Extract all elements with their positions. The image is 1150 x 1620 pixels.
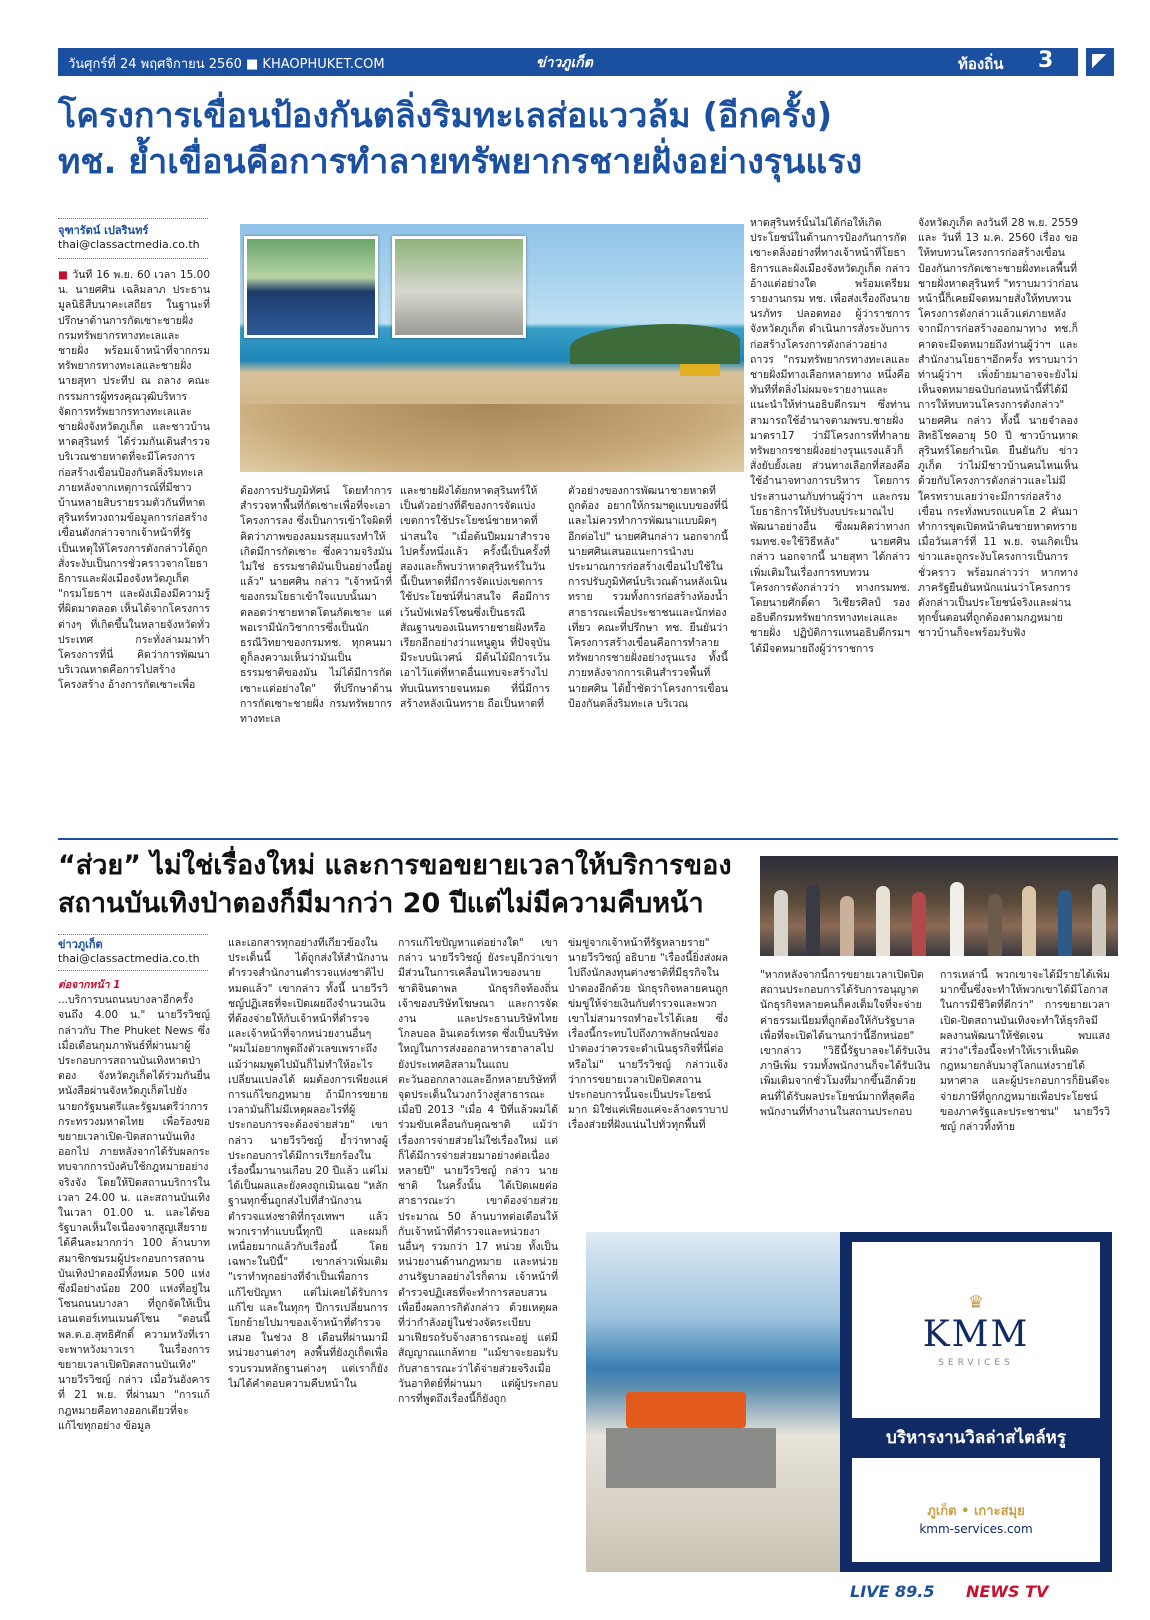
figure — [988, 894, 1002, 956]
story1-text-4: ตัวอย่างของการพัฒนาชายหาดที่ถูกต้อง อยากให้กรมฯดูแบบของที่นี่และไม่ควรทำการพัฒนาแบบผิดๆ อีกต่อไป" นายศศินกล่าว นอกจากนี้ นายศศินเสนอแนะการนำงบประมาณการก่อสร้างเขื่อนไปใช้ในการปรับภูมิทัศน์บริเวณด้านหลังเนินทราย รวมทั้งการก่อสร้างห้องน้ำสาธารณะเพื่อประชาชนและนักท่องเที่ยว คณะที่ปรึกษา ทช. ยืนยันว่าโครงการสร้างเขื่อนคือการทำลายทรัพยากรชายฝั่งอย่างรุนแรง ทั้งนี้ภายหลังจากการเดินสำรวจพื้นที่ นายศศิน ได้ย้ำชัดว่าโครงการเขื่อนป้องกันตลิ่งริมทะเล บริเวณ — [568, 485, 728, 710]
story1-column-6 — [918, 216, 1078, 830]
story1-text-6: จังหวัดภูเก็ต ลงวันที่ 28 พ.ย. 2559 และ วันที่ 13 ม.ค. 2560 เรื่อง ขอให้ทบทวนโครงการก่อสร้างเขื่อนป้องกันการกัดเซาะชายฝั่งทะเลพื้นที่ชายฝั่งหาดสุรินทร์ "ทราบมาว่าก่อนหน้านี้ก็เคยมีจดหมายสั่งให้ทบทวนโครงการดังกล่าวแล้วแต่ภายหลังจากมีการก่อสร้างออกมาทาง ทช.ก็คาดจะมีจดหมายถึงท่านผู้ว่าฯ และสำนักงานโยธาฯอีกครั้ง ทราบมาว่าท่านผู้ว่าฯ เพิ่งย้ายมาอาจจะยังไม่เห็นจดหมายฉบับก่อนหน้านี้ที่ได้มีการให้ทบทวนโครงการดังกล่าว" นายศศิน กล่าว ทั้งนี้ นายจำลอง สิทธิโชคอายุ 50 ปี ชาวบ้านหาดสุรินทร์โดยกำเนิด ยืนยันกับ ข่าวภูเก็ต ว่าไม่มีชาวบ้านคนไหนเห็นด้วยกับโครงการดังกล่าวและไม่มีใครทราบเลยว่าจะมีการก่อสร้างเขื่อน กระทั่งพบรถแบคโฮ 2 คันมาทำการขุดเปิดหน้าดินชายหาดทรายเมื่อวันเสาร์ที่ 11 พ.ย. จนเกิดเป็นข่าวและถูกระงับโครงการเป็นการชั่วคราว พร้อมกล่าวว่า หากทางภาครัฐยืนยันหนักแน่นว่าโครงการดังกล่าวเป็นประโยชน์จริงและผ่านทุกขั้นตอนที่ถูกต้องตามกฎหมายชาวบ้านก็จะพร้อมรับฟัง — [918, 217, 1078, 640]
figure — [774, 890, 788, 956]
story2-headline-line1: “ส่วย” ไม่ใช่เรื่องใหม่ และการขอขยายเวลาให้บริการของ — [58, 850, 732, 881]
ad-lounge-chair — [606, 1428, 776, 1488]
story1-text-3: และชายฝั่งได้ยกหาดสุรินทร์ให้เป็นตัวอย่างที่ดีของการจัดแบ่งเขตการใช้ประโยชน์ชายหาดที่น่าสนใจ "เมื่อต้นปีผมมาสำรวจไปครั้งหนึ่งแล้ว ครั้งนี้เป็นครั้งที่สองและก็พบว่าหาดสุรินทร์ในวันนี้เป็นหาดที่มีการจัดแบ่งเขตการใช้ประโยชน์ที่น่าสนใจ คือมีการเว้นบัฟเฟอร์โซนซึ่งเป็นธรณีสัณฐานของเนินทรายชายฝั่งหรือเรียกอีกอย่างว่าแหนูดูน ที่ปัจจุบันมีระบบนิเวศน์ มีต้นไม้มีการเว้นเอาไว้แต่ที่หาดอื่นแทบจะสร้างไปทับเนินทรายจนหมด ที่นี่มีการสร้างหลังเนินทราย ถือเป็นหาดที่ — [400, 485, 550, 710]
story1-column-4 — [568, 484, 728, 830]
story1-headline-line2: ทช. ย้ำเขื่อนคือการทำลายทรัพยากรชายฝั่งอย่างรุนแรง — [58, 142, 863, 182]
story2-byline — [58, 938, 218, 966]
bullet-icon: ■ — [58, 269, 73, 281]
story1-email[interactable]: thai@classactmedia.co.th — [58, 238, 200, 251]
ad-tagline: บริหารงานวิลล่าสไตล์หรู — [852, 1418, 1100, 1458]
story1-column-2 — [240, 484, 392, 830]
story2-column-6 — [940, 968, 1110, 1226]
figure — [1058, 890, 1072, 956]
story2-column-5 — [760, 968, 930, 1226]
figure — [912, 892, 926, 956]
kmm-advertisement[interactable] — [586, 1232, 1112, 1572]
figure — [1092, 884, 1106, 956]
ad-url[interactable]: kmm-services.com — [919, 1522, 1033, 1536]
page-header — [58, 48, 1078, 76]
ad-locations: ภูเก็ต • เกาะสมุย — [927, 1504, 1025, 1519]
page-number: 3 — [1038, 48, 1054, 73]
divider — [58, 970, 208, 971]
story1-headline-line1: โครงการเขื่อนป้องกันตลิ่งริมทะเลส่อแววล้ม (อีกครั้ง) — [58, 96, 833, 136]
divider — [58, 218, 208, 219]
inset-photo-pipes — [392, 236, 526, 338]
story1-column-1 — [58, 268, 210, 830]
headland — [570, 324, 740, 364]
story2-text-2: และเอกสารทุกอย่างที่เกี่ยวข้องในประเด็นนี้ ได้ถูกส่งให้สำนักงานตำรวจสำนักงานตำรวจแห่งชาติไปหมดแล้ว" เขากล่าว ทั้งนี้ นายวีรวิชญ์ปฏิเสธที่จะเปิดเผยถึงจำนวนเงินที่ต้องจ่ายให้กับเจ้าหน้าที่ตำรวจและเจ้าหน้าที่จากหน่วยงานอื่นๆ "ผมไม่อยากพูดถึงตัวเลขเพราะถึงแม้ว่าผมพูดไปมันก็ไม่ทำให้อะไรเปลี่ยนแปลงได้ ผมต้องการเพียงแค่การแก้ไขกฎหมาย ถ้ามีการขยายเวลามันก็ไม่มีเหตุผลอะไรที่ผู้ประกอบการจะต้องจ่ายส่วย" เขากล่าว นายวีรวิชญ์ ย้ำว่าทางผู้ประกอบการได้มีการเรียกร้องในเรื่องนี้มานานเกือบ 20 ปีแล้ว แต่ไม่ได้เป็นผลและยังคงถูกเมินเฉย "หลักฐานทุกชิ้นถูกส่งไปที่สำนักงานตำรวจแห่งชาติที่กรุงเทพฯ แล้ว พวกเราทำแบบนี้ทุกปี และผมก็เหนื่อยมากแล้วกับเรื่องนี้ โดยเฉพาะในปีนี้" เขากล่าวเพิ่มเติม "เราทำทุกอย่างที่จำเป็นเพื่อการแก้ไขปัญหา แต่ไม่เคยได้รับการแก้ไข และในทุกๆ ปีการเปลี่ยนการโยกย้ายไปมาของเจ้าหน้าที่ตำรวจเสมอ ในช่วง 8 เดือนที่ผ่านมามีหน่วยงานต่างๆ ลงพื้นที่ยังภูเก็ตเพื่อรวบรวมหลักฐานต่างๆ แต่เราก็ยังไม่ได้คำตอบความคืบหน้าใน — [228, 937, 388, 1390]
news-tv-logo: NEWS TV — [966, 1582, 1049, 1601]
sand-mound — [240, 404, 744, 472]
story1-text-5: หาดสุรินทร์นั้นไม่ได้ก่อให้เกิดประโยชน์ในด้านการป้องกันการกัดเซาะตลิ่งอย่างที่ทางเจ้าหน้าที่โยธาธิการและผังเมืองจังหวัดภูเก็ต กล่าวอ้างแต่อย่างใด พร้อมเตรียมรายงานกรม ทช. เพื่อส่งเรื่องถึงนายนรภัทร ปลอดทอง ผู้ว่าราชการจังหวัดภูเก็ต ดำเนินการสั่งระงับการก่อสร้างโครงการดังกล่าวอย่างถาวร "กรมทรัพยากรทางทะเลและชายฝั่งมีทางเลือกหลายทาง หนึ่งคือทันทีที่ตลิ่งไม่ผมจะรายงานและแนะนำให้ท่านอธิบดีกรมฯ ซึ่งท่านสามารถใช้อำนาจตามพรบ.ชายฝั่ง มาตรา17 ว่ามีโครงการที่ทำลายทรัพยากรชายฝั่งอย่างรุนแรงแล้วก็สั่งยับยั้งเลย ส่วนทางเลือกที่สองคือใช้อำนาจทางการบริหาร โดยการประสานงานกับท่านผู้ว่าฯ และกรมโยธาธิการให้ปรับงบประมาณไปพัฒนาอย่างอื่น ซึ่งผมคิดว่าทางกรมทช.จะใช้วิธีหลัง" นายศศิน กล่าว นอกจากนี้ นายสุทา ได้กล่าวเพิ่มเติมในเรื่องการทบทวนโครงการดังกล่าวว่า ทางกรมทช. โดยนายศักดิ์ดา วิเชียรศิลป์ รองอธิบดีกรมทรัพยากรทางทะเลและชายฝั่ง ปฏิบัติการแทนอธิบดีกรมฯ ได้มีจดหมายถึงผู้ว่าราชการ — [750, 217, 910, 655]
crowd-photo — [760, 856, 1118, 956]
ad-services: SERVICES — [938, 1358, 1014, 1368]
ad-villa-photo — [586, 1232, 840, 1572]
story2-text-1: ...บริการบนถนนบางลาอีกครั้งจนถึง 4.00 น." นายวีรวิชญ์ กล่าวกับ The Phuket News ซึ่งเมื่อเดือนกุมภาพันธ์ที่ผ่านมาผู้ประกอบการสถานบันเทิงหาดป่าตอง จังหวัดภูเก็ตได้ร่วมกันยื่นหนังสือผ่านจังหวัดภูเก็ตไปยังนายกรัฐมนตรีและรัฐมนตรีว่าการกระทรวงมหาดไทย เพื่อร้องขอขยายเวลาเปิด-ปิดสถานบันเทิงออกไป ภายหลังจากได้รับผลกระทบจากการบังคับใช้กฎหมายอย่างจริงจัง โดยให้ปิดสถานบริการในเวลา 24.00 น. และสถานบันเทิงในเวลา 01.00 น. และได้ขอรัฐบาลเห็นใจเนื่องจากสูญเสียรายได้คืนละมากกว่า 100 ล้านบาท สมาชิกชมรมผู้ประกอบการสถานบันเทิงป่าตองมีทั้งหมด 500 แห่ง ซึ่งมีอย่างน้อย 200 แห่งที่อยู่ในโซนถนนบางลา ที่ถูกจัดให้เป็นเอนเตอร์เทนเมนต์โซน "ตอนนี้ พล.ต.อ.สุทธิศักดิ์ ความหวังที่เราจะพาหวังมาวเรา ในเรื่องการขยายเวลาเปิดปิดสถานบันเทิง" นายวีรวิชญ์ กล่าว เมื่อวันอังคาร ที่ 21 พ.ย. ที่ผ่านมา "การแก้กฎหมายคือทางออกเดียวที่จะแก้ไขทุกอย่าง ข้อมูล — [58, 994, 210, 1432]
divider — [58, 258, 208, 259]
figure — [876, 886, 890, 956]
figure — [840, 896, 854, 956]
story1-text-1: วันที่ 16 พ.ย. 60 เวลา 15.00 น. นายศศิน เฉลิมลาภ ประธานมูลนิธิสืบนาคะเสถียร ในฐานะที่ปรึกษาด้านการกัดเซาะชายฝั่ง กรมทรัพยากรทางทะเลและชายฝั่ง พร้อมเจ้าหน้าที่จากกรมทรัพยากรทางทะเลและชายฝั่ง นายสุทา ประทีป ณ ถลาง คณะกรรมการผู้ทรงคุณวุฒิบริหารจัดการทรัพยากรทางทะเลและชายฝั่งจังหวัดภูเก็ต และชาวบ้านหาดสุรินทร์ ได้ร่วมกันเดินสำรวจบริเวณชายหาดที่จะมีโครงการก่อสร้างเขื่อนป้องกันตลิ่งริมทะเล ภายหลังจากเหตุการณ์ที่มีชาวบ้านหลายสิบรายรวมตัวกันที่หาดสุรินทร์ทวงถามข้อมูลการก่อสร้างเขื่อนดังกล่าวจากเจ้าหน้าที่รัฐ เป็นเหตุให้โครงการดังกล่าวได้ถูกสั่งระงับเป็นการชั่วคราวจากโยธาธิการและผังเมืองจังหวัดภูเก็ต "กรมโยธาฯ และผังเมืองมีความรู้ที่ผิดมาตลอด เห็นได้จากโครงการต่างๆ ที่เกิดขึ้นในหลายจังหวัดทั่วประเทศ กระทั่งล่ามมาทำโครงการที่นี่ คิดว่าการพัฒนาบริเวณหาดคือการไปสร้างโครงสร้าง อ้างการกัดเซาะเพื่อ — [58, 269, 210, 692]
story1-text-2: ต้องการปรับภูมิทัศน์ โดยทำการสำรวจหาพื้นที่กัดเซาะเพื่อที่จะเอาโครงการลง ซึ่งเป็นการเข้าใจผิดที่คิดว่าภาพของลมมรสุมแรงทำให้เกิดมีการกัดเซาะ ซึ่งความจริงมันไม่ใช่ ธรรมชาติมันเป็นอย่างนี้อยู่แล้ว" นายศศิน กล่าว "เจ้าหน้าที่ของกรมโยธาเข้าใจแบบนั้นมาตลอดว่าชายหาดโดนกัดเซาะ แต่พอเรามีนักวิชาการซึ่งเป็นนักธรณีวิทยาของกรมทช. ทุกคนมาดูก็ลงความเห็นว่ามันเป็นธรรมชาติของมัน ไม่ได้มีการกัดเซาะแต่อย่างใด" ที่ปรึกษาด้านการกัดเซาะชายฝั่ง กรมทรัพยากรทางทะเล — [240, 485, 392, 726]
beach-photo — [240, 224, 744, 472]
paper-logo: ข่าวภูเก็ต — [536, 55, 593, 71]
section-rule — [58, 838, 1118, 840]
live-radio-logo: LIVE 89.5 — [850, 1582, 935, 1601]
section-name: ท้องถิ่น — [958, 55, 1004, 73]
figure — [806, 884, 820, 956]
issue-date: วันศุกร์ที่ 24 พฤศจิกายน 2560 ■ KHAOPHUKET.COM — [68, 57, 385, 72]
story1-column-3 — [400, 484, 550, 830]
continued-from-label: ต่อจากหน้า 1 — [58, 979, 121, 991]
story2-column-3 — [398, 936, 558, 1578]
figure — [950, 882, 964, 956]
story2-text-5: "หากหลังจากนี้การขยายเวลาเปิดปิดสถานประกอบการได้รับการอนุญาต นักธุรกิจหลายคนก็คงเต็มใจที่จะจ่ายค่าธรรมเนียมที่ถูกต้องให้กับรัฐบาลเพื่อที่จะเปิดได้นานกว่านี้อีกหน่อย" เขากล่าว "วิธีนี้รัฐบาลจะได้รับเงินภาษีเพิ่ม รวมทั้งพนักงานก็จะได้รับเงินเพิ่มเติมจากชั่วโมงที่มากขึ้นอีกด้วย คนที่ได้รับผลประโยชน์มากที่สุดคือพนักงานที่ทำงานในสถานประกอบ — [760, 969, 930, 1118]
story2-column-1 — [58, 978, 210, 1578]
umbrella — [680, 364, 720, 376]
figure — [1022, 886, 1036, 956]
story2-text-3: การแก้ไขปัญหาแต่อย่างใด" เขากล่าว นายวีรวิชญ์ ยังระบุอีกว่าเขามีส่วนในการเคลื่อนไหวของนายชาติจินดาพล นักธุรกิจท้องถิ่น เจ้าของบริษัทโฆษณา และการจัดงาน และประธานบริษัทไทย โกลบอล อินเตอร์เทรด ซึ่งเป็นบริษัทใหญ่ในการส่งออกอาหารฮาลาลไปยังประเทศอิสลามในแถบตะวันออกกลางและอีกหลายบริษัทที่จุดประเด็นในวงกว้างสู่สาธารณะเมื่อปี 2013 "เมื่อ 4 ปีที่แล้วผมได้ร่วมขับเคลื่อนกับคุณชาติ แม้ว่าเรื่องการจ่ายส่วยไม่ใช่เรื่องใหม่ แต่ก็ได้มีการจ่ายส่วยมาอย่างต่อเนื่องหลายปี" นายวีรวิชญ์ กล่าว นายชาติ ในครั้งนั้น ได้เปิดเผยต่อสาธารณะว่า เขาต้องจ่ายส่วยประมาณ 50 ล้านบาทต่อเดือนให้กับเจ้าหน้าที่ตำรวจและหน่วยงานอื่นๆ รวมกว่า 17 หน่วย ทั้งเป็นหน่วยงานด้านกฎหมาย และหน่วยงานรัฐบาลอย่างไรก็ตาม เจ้าหน้าที่ตำรวจปฏิเสธที่จะทำการสอบสวนเพื่อยื่งผลการกิดังกล่าว ด้วยเหตุผลที่ว่ากำลังอยู่ในช่วงจัดระเบียบมาเฟียรถรับจ้างสาธารณะอยู่ แต่มีสัญญาณแกล้ทาย "แม้ขาจะยอมรับกับสาธารณะว่าได้จ่ายส่วยจริงเมื่อวันอาทิตย์ที่ผ่านมา แต่ผู้ประกอบการที่พูดถึงเรื่องนี้ก็ยังถูก — [398, 937, 558, 1406]
story2-author: ข่าวภูเก็ต — [58, 938, 103, 951]
story2-email[interactable]: thai@classactmedia.co.th — [58, 952, 200, 965]
story2-text-4: ข่มขู่จากเจ้าหน้าที่รัฐหลายราย" นายวีรวิชญ์ อธิบาย "เรื่องนี้ยิ่งส่งผลไปถึงนักลงทุนต่างชาติที่มีธุรกิจในป่าตองอีกด้วย นักธุรกิจหลายคนถูกข่มขู่ให้จ่ายเงินกับตำรวจและพวกเขาไม่สามารถทำอะไรได้เลย ซึ่งเรื่องนี้กระทบไปถึงภาพลักษณ์ของป่าตองว่าควรจะดำเนินธุรกิจที่นี่ต่อหรือไม่" นายวีรวิชญ์ กล่าวแจ้งว่าการขยายเวลาเปิดปิดสถานประกอบการนั้นจะเป็นประโยชน์มาก มิใช่แค่เพียงแค่จะล้างตราบาปเรื่องส่วยที่ฝังแน่นไปทั่วทุกพื้นที่ — [568, 937, 728, 1132]
story1-author: จุฑารัตน์ เปลรินทร์ — [58, 224, 149, 237]
story1-byline — [58, 224, 218, 252]
story2-column-2 — [228, 936, 388, 1578]
story1-column-5 — [750, 216, 910, 830]
crown-icon: ♛ — [967, 1292, 985, 1313]
inset-photo-person — [244, 236, 378, 338]
story2-column-4 — [568, 936, 728, 1226]
corner-mark-icon — [1086, 48, 1114, 76]
ad-orange-cushion — [626, 1392, 746, 1428]
story2-headline-line2: สถานบันเทิงป่าตองก็มีมากว่า 20 ปีแต่ไม่มีความคืบหน้า — [58, 888, 704, 919]
ad-brand: KMM — [922, 1314, 1030, 1355]
story2-text-6: การเหล่านี้ พวกเขาจะได้มีรายได้เพิ่มมากขึ้นซึ่งจะทำให้พวกเขาได้มีโอกาสในการมีชีวิตที่ดีกว่า" การขยายเวลาเปิด-ปิดสถานบันเทิงจะทำให้ธุรกิจมีผลงานพัฒนาให้ชัดเจน พบแสงสว่าง"เรื่องนี้จะทำให้เราเห็นผิดกฎหมายกลับมาสู่โลกแห่งรายได้มหาศาล และผู้ประกอบการก็ยินดีจะจ่ายภาษีที่ถูกกฎหมายเพื่อประโยชน์ของภาครัฐและประชาชน" นายวีรวิชญ์ กล่าวทิ้งท้าย — [940, 969, 1110, 1134]
divider — [58, 934, 208, 935]
